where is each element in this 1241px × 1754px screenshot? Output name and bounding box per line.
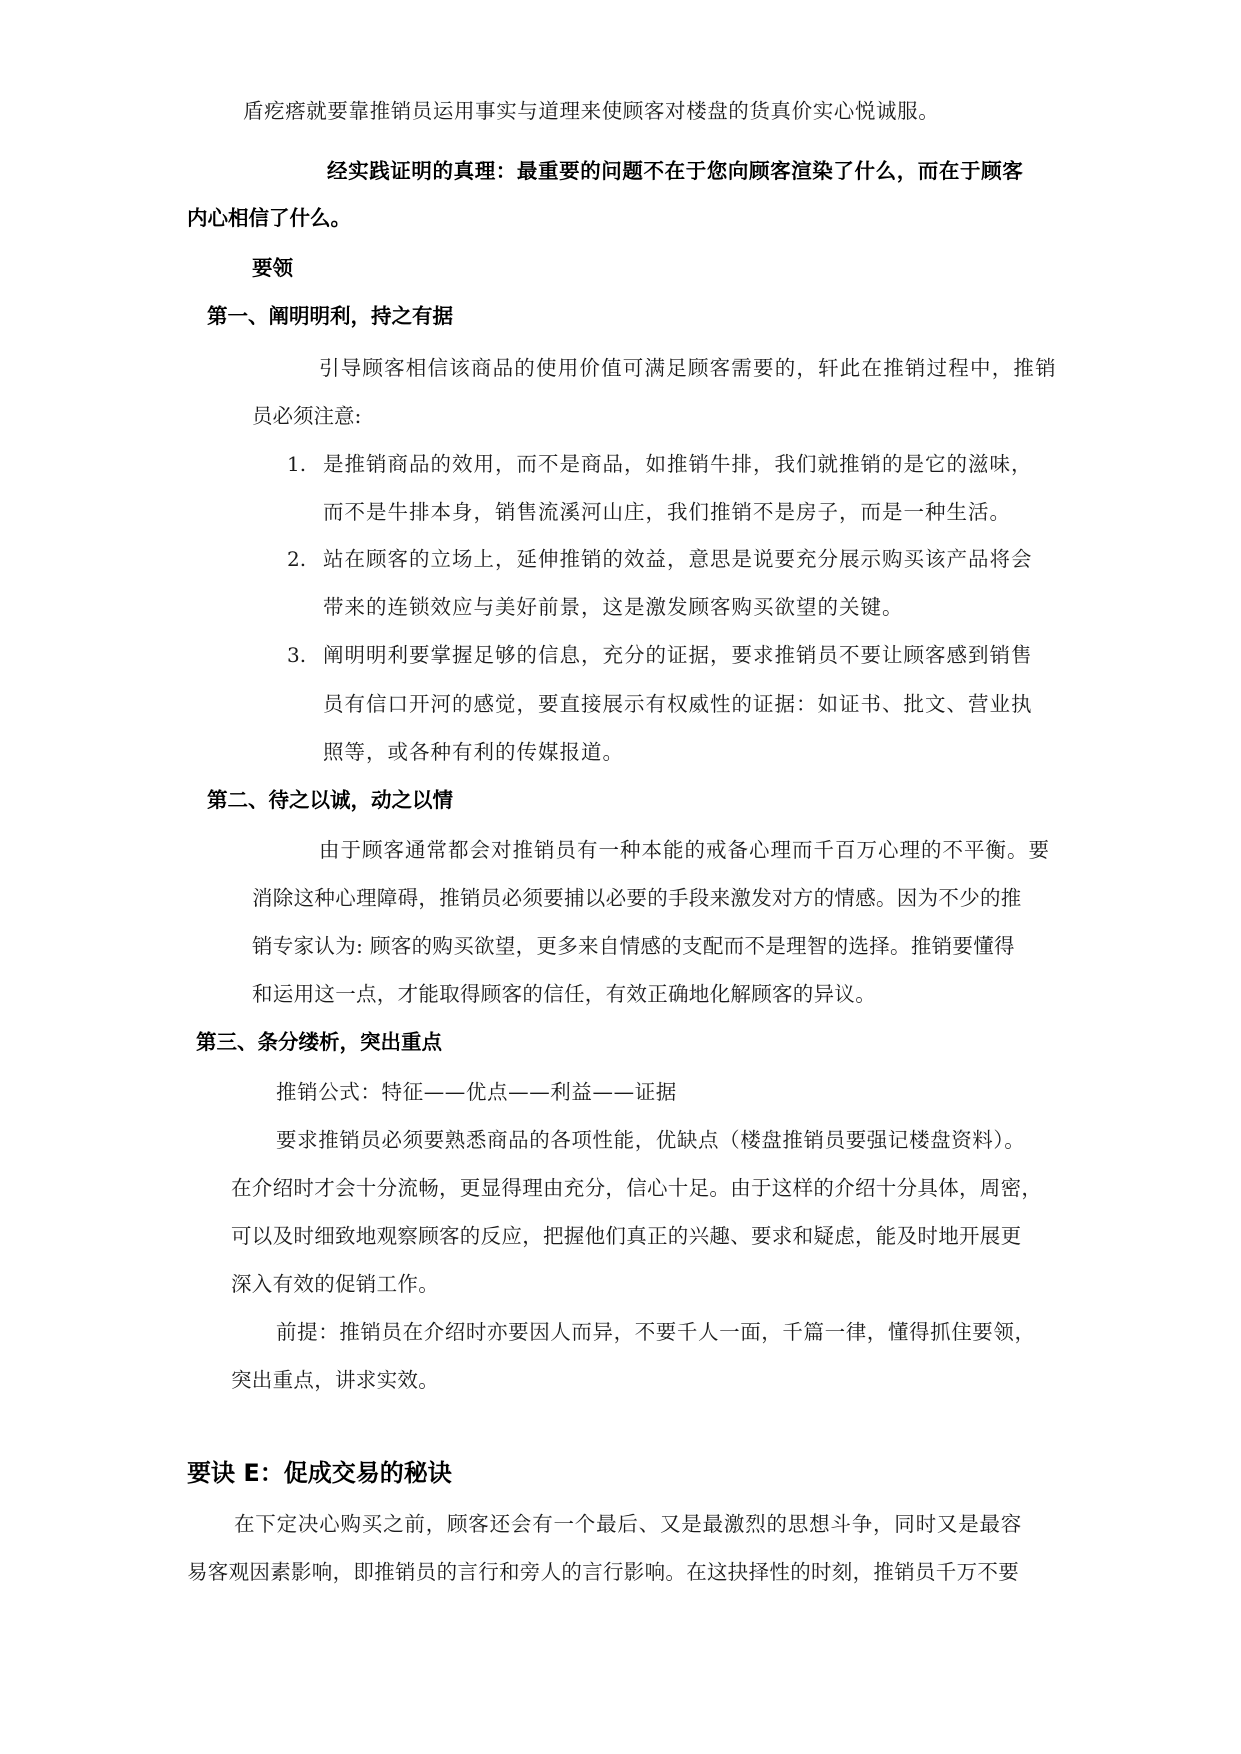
sales-formula: 推销公式：特征——优点——利益——证据 [276, 1080, 677, 1104]
paragraph-line: 可以及时细致地观察顾客的反应，把握他们真正的兴趣、要求和疑虑，能及时地开展更 [231, 1224, 1022, 1248]
section-title-3: 第三、条分缕析，突出重点 [196, 1030, 442, 1054]
section-title-2: 第二、待之以诚，动之以情 [207, 788, 453, 812]
paragraph-line: 深入有效的促销工作。 [231, 1272, 439, 1296]
truth-statement-line: 内心相信了什么。 [187, 206, 351, 230]
list-item-line: 员有信口开河的感觉，要直接展示有权威性的证据：如证书、批文、营业执 [323, 692, 1033, 716]
list-item-line: 站在顾客的立场上，延伸推销的效益，意思是说要充分展示购买该产品将会 [323, 547, 1033, 571]
truth-statement-line: 经实践证明的真理：最重要的问题不在于您向顾客渲染了什么，而在于顾客 [327, 159, 1024, 183]
paragraph-line: 易客观因素影响，即推销员的言行和旁人的言行影响。在这抉择性的时刻，推销员千万不要 [187, 1560, 1019, 1584]
section-title-1: 第一、阐明明利，持之有据 [207, 304, 453, 328]
list-item-line: 照等，或各种有利的传媒报道。 [323, 740, 624, 764]
paragraph-line: 由于顾客通常都会对推销员有一种本能的戒备心理而千百万心理的不平衡。要 [319, 838, 1050, 862]
paragraph-line: 在下定决心购买之前，顾客还会有一个最后、又是最激烈的思想斗争，同时又是最容 [234, 1512, 1023, 1536]
subheading-yaoling: 要领 [252, 256, 293, 280]
section-heading-e: 要诀 E：促成交易的秘诀 [187, 1459, 452, 1487]
paragraph-line: 要求推销员必须要熟悉商品的各项性能，优缺点（楼盘推销员要强记楼盘资料）。 [276, 1128, 1026, 1152]
list-number: 3. [287, 643, 307, 667]
paragraph-line: 盾疙瘩就要靠推销员运用事实与道理来使顾客对楼盘的货真价实心悦诚服。 [243, 99, 940, 123]
paragraph-line: 在介绍时才会十分流畅，更显得理由充分，信心十足。由于这样的介绍十分具体，周密， [231, 1176, 1043, 1200]
paragraph-line: 突出重点，讲求实效。 [231, 1368, 439, 1392]
list-item-line: 而不是牛排本身，销售流溪河山庄，我们推销不是房子，而是一种生活。 [323, 500, 1011, 524]
list-item-line: 阐明明利要掌握足够的信息，充分的证据，要求推销员不要让顾客感到销售 [323, 643, 1033, 667]
paragraph-line: 引导顾客相信该商品的使用价值可满足顾客需要的，轩此在推销过程中，推销 [319, 356, 1057, 380]
paragraph-line: 前提：推销员在介绍时亦要因人而异，不要千人一面，千篇一律，懂得抓住要领， [276, 1320, 1036, 1344]
paragraph-line: 消除这种心理障碍，推销员必须要捕以必要的手段来激发对方的情感。因为不少的推 [252, 886, 1022, 910]
list-number: 2. [287, 547, 307, 571]
paragraph-line: 销专家认为: 顾客的购买欲望，更多来自情感的支配而不是理智的选择。推销要懂得 [252, 934, 1015, 958]
list-item-line: 是推销商品的效用，而不是商品，如推销牛排，我们就推销的是它的滋味， [323, 452, 1033, 476]
list-item-line: 带来的连锁效应与美好前景，这是激发顾客购买欲望的关键。 [323, 595, 904, 619]
list-number: 1. [287, 452, 307, 476]
paragraph-line: 员必须注意: [252, 404, 362, 428]
paragraph-line: 和运用这一点，才能取得顾客的信任，有效正确地化解顾客的异议。 [252, 982, 876, 1006]
